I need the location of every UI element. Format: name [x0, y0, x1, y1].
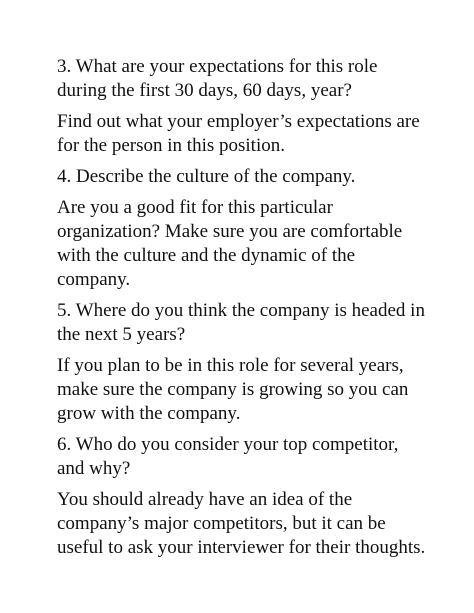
question-3: [57, 55, 457, 103]
question-6: [57, 433, 457, 481]
text-line: 5. Where do you think the company is headed in: [57, 300, 425, 321]
text-line: the next 5 years?: [57, 324, 186, 345]
text-line: useful to ask your interviewer for their thoughts.: [57, 537, 426, 558]
text-line: 6. Who do you consider your top competitor,: [57, 434, 399, 455]
text-line: grow with the company.: [57, 403, 241, 424]
text-line: with the culture and the dynamic of the: [57, 245, 356, 266]
text-line: If you plan to be in this role for several years,: [57, 355, 404, 376]
text-line: Are you a good fit for this particular: [57, 197, 333, 218]
answer-5: [57, 354, 457, 426]
text-line: Find out what your employer’s expectations are: [57, 111, 420, 132]
text-line: for the person in this position.: [57, 135, 285, 156]
answer-6: [57, 488, 457, 560]
text-line: organization? Make sure you are comfortable: [57, 221, 403, 242]
text-line: make sure the company is growing so you can: [57, 379, 409, 400]
text-line: company’s major competitors, but it can be: [57, 513, 386, 534]
document-body: [57, 55, 457, 560]
question-5: [57, 299, 457, 347]
text-line: and why?: [57, 458, 131, 479]
answer-3: [57, 110, 457, 158]
text-line: 3. What are your expectations for this role: [57, 56, 378, 77]
text-line: 4. Describe the culture of the company.: [57, 166, 356, 187]
text-line: company.: [57, 269, 131, 290]
answer-4: [57, 196, 457, 292]
text-line: You should already have an idea of the: [57, 489, 353, 510]
text-line: during the first 30 days, 60 days, year?: [57, 80, 352, 101]
question-4: [57, 165, 457, 189]
